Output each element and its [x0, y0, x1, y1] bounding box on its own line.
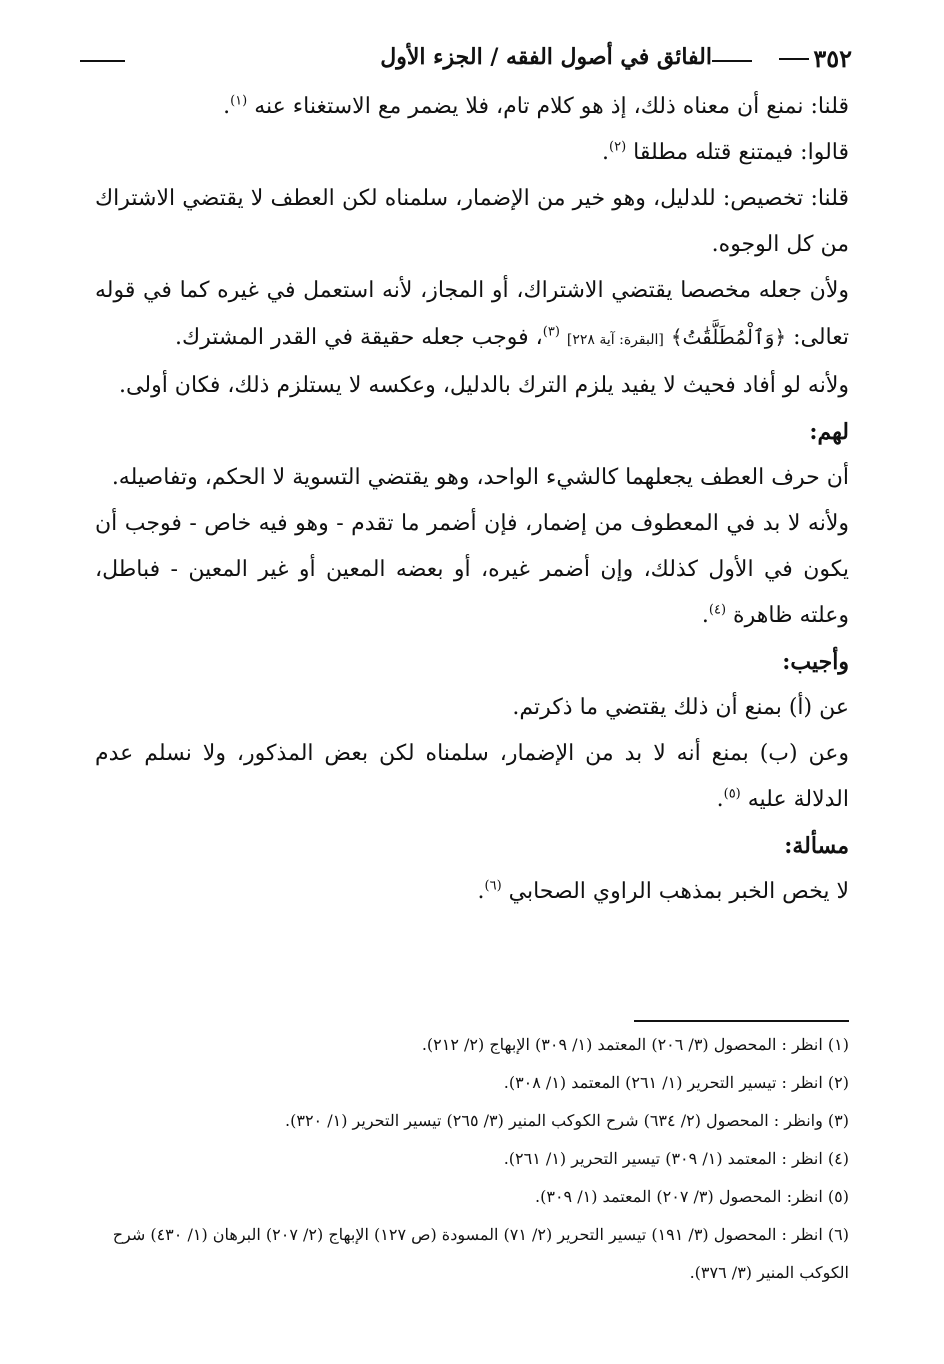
footnote-marker-1[interactable]: (١) [230, 93, 248, 109]
paragraph-11: وعن (ب) بمنع أنه لا بد من الإضمار، سلمناه لكن بعض المذكور، ولا نسلم عدم الدلالة عليه $^{(٥)}$. [95, 741, 849, 812]
page-number-rule [779, 58, 809, 60]
section-heading-masala: مسألة: [784, 833, 849, 859]
footnote-marker-6[interactable]: (٦) [484, 878, 502, 894]
paragraph-13-text: لا يخص الخبر بمذهب الراوي الصحابي [508, 879, 849, 904]
paragraph-2: قالوا: فيمتنع قتله مطلقا $^{(٢)}$. [602, 139, 849, 165]
header-rule-right [712, 60, 752, 62]
section-heading-lahum: لهم: [809, 419, 849, 445]
footnote-separator [634, 1020, 849, 1022]
footnotes [80, 1026, 849, 1292]
paragraph-10: عن (أ) بمنع أن ذلك يقتضي ما ذكرتم. [512, 695, 849, 720]
section-heading-ujib: وأجيب: [782, 649, 849, 675]
header-rule-left [80, 60, 125, 62]
footnote-6: (٦) انظر : المحصول (٣/ ١٩١) تيسير التحرير (٢/ ٧١) المسودة (ص ١٢٧) الإبهاج (٢/ ٢٠٧) البرهان (١/ ٤٣٠) شرح الكوكب المنير (٣/ ٣٧٦). [112, 1225, 849, 1282]
footnote-marker-4[interactable]: (٤) [708, 602, 727, 618]
footnote-5: (٥) انظر: المحصول (٣/ ٢٠٧) المعتمد (١/ ٣٠٩). [535, 1187, 849, 1206]
quran-quote: ﴿وَٱلْمُطَلَّقَٰتُ﴾ [670, 325, 787, 349]
page-number [779, 44, 852, 73]
main-text [95, 84, 849, 915]
paragraph-4-text-b: ، فوجب جعله حقيقة في القدر المشترك. [174, 325, 543, 350]
paragraph-4 [95, 268, 849, 363]
paragraph-1: قلنا: نمنع أن معناه ذلك، إذ هو كلام تام، فلا يضمر مع الاستغناء عنه $^{(١)}$. [223, 93, 849, 119]
footnote-3: (٣) وانظر : المحصول (٢/ ٦٣٤) شرح الكوكب المنير (٣/ ٢٦٥) تيسير التحرير (١/ ٣٢٠). [285, 1111, 849, 1130]
running-title [380, 44, 712, 70]
paragraph-8-text: ولأنه لا بد في المعطوف من إضمار، فإن أضمر ما تقدم - وهو فيه خاص - فوجب أن يكون في الأول كذلك، وإن أضمر غيره، أو بعضه المعين أو غير المعين - فباطل، وعلته ظاهرة [95, 511, 849, 628]
footnote-2: (٢) انظر : تيسير التحرير (١/ ٢٦١) المعتمد (١/ ٣٠٨). [503, 1073, 849, 1092]
paragraph-7: أن حرف العطف يجعلهما كالشيء الواحد، وهو يقتضي التسوية لا الحكم، وتفاصيله. [111, 465, 849, 490]
running-title-text: الفائق في أصول الفقه / الجزء الأول [380, 44, 712, 70]
paragraph-4-text-a: ولأن جعله مخصصا يقتضي الاشتراك، أو المجاز، لأنه استعمل في غيره كما في قوله تعالى: [95, 278, 849, 350]
quran-reference: [البقرة: آية ٢٢٨] [566, 332, 664, 348]
footnote-marker-5[interactable]: (٥) [723, 786, 741, 802]
footnote-4: (٤) انظر : المعتمد (١/ ٣٠٩) تيسير التحرير (١/ ٢٦١). [503, 1149, 849, 1168]
page-header [80, 40, 852, 80]
paragraph-3: قلنا: تخصيص: للدليل، وهو خير من الإضمار، سلمناه لكن العطف لا يقتضي الاشتراك من كل الوجوه. [95, 186, 849, 257]
footnote-marker-2[interactable]: (٢) [609, 139, 627, 155]
paragraph-5: ولأنه لو أفاد فحيث لا يفيد يلزم الترك بالدليل، وعكسه لا يستلزم ذلك، فكان أولى. [119, 373, 849, 398]
paragraph-2-text: قالوا: فيمتنع قتله مطلقا [633, 140, 849, 165]
footnote-marker-3[interactable]: (٣) [542, 324, 560, 340]
page-number-text: ٣٥٢ [813, 44, 852, 73]
paragraph-1-text: قلنا: نمنع أن معناه ذلك، إذ هو كلام تام، فلا يضمر مع الاستغناء عنه [254, 94, 849, 119]
paragraph-11-text: وعن (ب) بمنع أنه لا بد من الإضمار، سلمناه لكن بعض المذكور، ولا نسلم عدم الدلالة عليه [95, 741, 849, 812]
paragraph-8: ولأنه لا بد في المعطوف من إضمار، فإن أضمر ما تقدم - وهو فيه خاص - فوجب أن يكون في الأول كذلك، وإن أضمر غيره، أو بعضه المعين أو غير المعين - فباطل، وعلته ظاهرة $^{(٤)}$. [95, 511, 849, 628]
paragraph-13: لا يخص الخبر بمذهب الراوي الصحابي $^{(٦)}$. [477, 878, 849, 904]
footnote-1: (١) انظر : المحصول (٣/ ٢٠٦) المعتمد (١/ ٣٠٩) الإبهاج (٢/ ٢١٢). [421, 1035, 849, 1054]
